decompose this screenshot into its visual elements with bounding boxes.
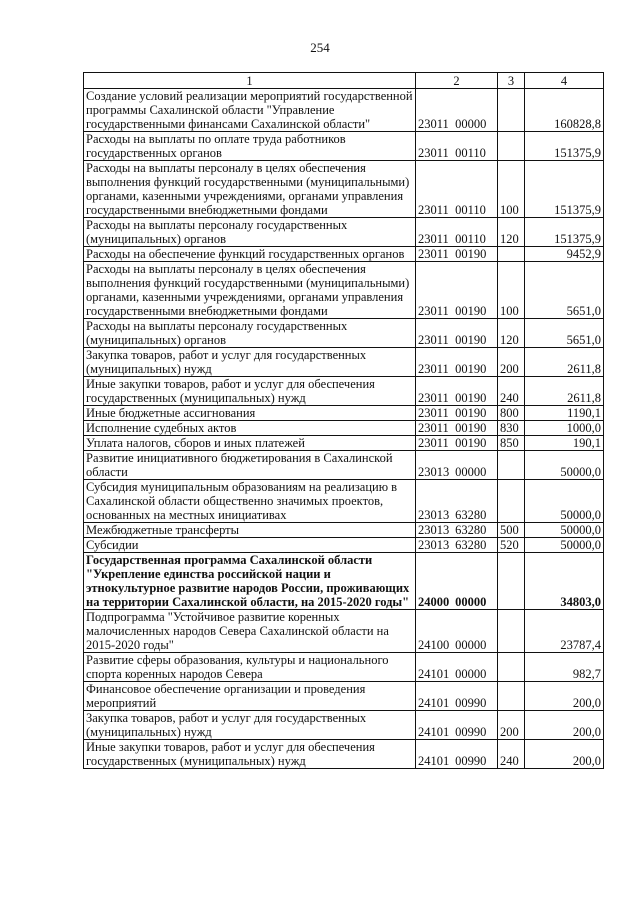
row-code-direction: 00110 [455,146,486,160]
header-col-1: 1 [84,73,416,89]
budget-table [83,72,604,769]
row-sum: 5651,0 [525,262,604,319]
header-row [84,73,604,89]
row-code-direction: 00000 [455,595,487,609]
row-sum: 200,0 [525,711,604,740]
row-code-direction: 00990 [455,696,487,710]
row-code-direction: 00190 [455,436,487,450]
table-row [84,319,604,348]
row-name: Иные закупки товаров, работ и услуг для обеспечения государственных (муниципальных) нужд [84,740,416,769]
row-code [416,377,498,406]
row-code [416,436,498,451]
row-name: Расходы на выплаты по оплате труда работников государственных органов [84,132,416,161]
row-code [416,653,498,682]
row-sum: 160828,8 [525,89,604,132]
row-code-program: 23011 [418,247,449,261]
row-code [416,538,498,553]
row-name: Развитие сферы образования, культуры и национального спорта коренных народов Севера [84,653,416,682]
table-row [84,682,604,711]
row-sum: 9452,9 [525,247,604,262]
row-sum: 50000,0 [525,523,604,538]
row-expense-type [498,553,525,610]
row-code [416,247,498,262]
row-name: Расходы на выплаты персоналу государственных (муниципальных) органов [84,218,416,247]
row-code-direction: 00190 [455,421,487,435]
row-code-program: 23011 [418,406,449,420]
table-row [84,218,604,247]
table-row [84,711,604,740]
table-row [84,132,604,161]
row-code [416,480,498,523]
row-name: Финансовое обеспечение организации и проведения мероприятий [84,682,416,711]
table-row [84,262,604,319]
row-name: Закупка товаров, работ и услуг для государственных (муниципальных) нужд [84,711,416,740]
row-sum: 2611,8 [525,348,604,377]
row-expense-type [498,653,525,682]
row-sum: 151375,9 [525,132,604,161]
row-code-direction: 00190 [455,362,487,376]
row-code [416,682,498,711]
row-code-program: 23013 [418,508,450,522]
row-code-direction: 00190 [455,333,487,347]
row-code-program: 24101 [418,696,450,710]
row-code-direction: 63280 [455,508,487,522]
row-sum: 200,0 [525,682,604,711]
table-row [84,740,604,769]
row-name: Расходы на выплаты персоналу государственных (муниципальных) органов [84,319,416,348]
row-name: Исполнение судебных актов [84,421,416,436]
row-expense-type: 520 [498,538,525,553]
row-expense-type [498,610,525,653]
row-code [416,451,498,480]
row-code-program: 23011 [418,362,449,376]
row-code-direction: 00190 [455,406,487,420]
table-row [84,610,604,653]
row-code-direction: 63280 [455,523,487,537]
row-code-direction: 00000 [455,638,487,652]
row-code-program: 23011 [418,391,449,405]
row-name: Субсидия муниципальным образованиям на реализацию в Сахалинской области общественно значимых проектов, основанных на местных инициативах [84,480,416,523]
row-code-program: 23013 [418,523,450,537]
header-col-4: 4 [525,73,604,89]
row-code-program: 24101 [418,754,450,768]
row-code [416,348,498,377]
row-code-program: 24100 [418,638,450,652]
row-expense-type: 850 [498,436,525,451]
row-code [416,132,498,161]
row-code-program: 23011 [418,333,449,347]
row-code-program: 24101 [418,725,450,739]
row-name: Уплата налогов, сборов и иных платежей [84,436,416,451]
row-expense-type: 200 [498,711,525,740]
row-code-direction: 00000 [455,667,487,681]
row-expense-type: 100 [498,161,525,218]
row-name: Подпрограмма "Устойчивое развитие коренных малочисленных народов Севера Сахалинской области на 2015-2020 годы" [84,610,416,653]
table-row [84,553,604,610]
row-code-program: 23011 [418,146,449,160]
table-body [84,89,604,769]
header-col-2: 2 [416,73,498,89]
row-expense-type [498,451,525,480]
row-name: Создание условий реализации мероприятий государственной программы Сахалинской области "Управление государственными финансами Сахалинской области" [84,89,416,132]
table-row [84,436,604,451]
row-expense-type [498,132,525,161]
row-code-program: 23013 [418,538,450,552]
row-code [416,89,498,132]
row-code-direction: 00990 [455,754,487,768]
row-sum: 34803,0 [525,553,604,610]
row-code-direction: 00190 [455,304,487,318]
row-code [416,319,498,348]
row-code [416,610,498,653]
table-row [84,421,604,436]
row-code-program: 23013 [418,465,450,479]
table-row [84,523,604,538]
row-code [416,711,498,740]
row-sum: 50000,0 [525,538,604,553]
row-code-program: 24101 [418,667,450,681]
row-code-program: 23011 [418,232,449,246]
row-name: Субсидии [84,538,416,553]
row-code-program: 23011 [418,436,449,450]
table-row [84,348,604,377]
row-expense-type [498,682,525,711]
row-expense-type [498,480,525,523]
row-expense-type: 800 [498,406,525,421]
row-name: Расходы на выплаты персоналу в целях обеспечения выполнения функций государственными (муниципальными) органами, казенными учреждениями, органами управления государственными внебюджетными фондами [84,161,416,218]
row-code-direction: 00110 [455,232,486,246]
row-expense-type: 500 [498,523,525,538]
row-sum: 23787,4 [525,610,604,653]
row-sum: 5651,0 [525,319,604,348]
row-sum: 1190,1 [525,406,604,421]
table-row [84,377,604,406]
row-sum: 151375,9 [525,161,604,218]
table-row [84,480,604,523]
table-row [84,406,604,421]
row-code [416,262,498,319]
row-sum: 2611,8 [525,377,604,406]
table-row [84,451,604,480]
row-code-program: 23011 [418,117,449,131]
row-code [416,421,498,436]
row-name: Межбюджетные трансферты [84,523,416,538]
table-row [84,538,604,553]
table-row [84,247,604,262]
row-expense-type: 120 [498,218,525,247]
row-code [416,406,498,421]
row-code-program: 23011 [418,304,449,318]
row-name: Иные бюджетные ассигнования [84,406,416,421]
row-name: Расходы на выплаты персоналу в целях обеспечения выполнения функций государственными (муниципальными) органами, казенными учреждениями, органами управления государственными внебюджетными фондами [84,262,416,319]
row-expense-type [498,89,525,132]
header-col-3: 3 [498,73,525,89]
table-row [84,653,604,682]
row-code [416,218,498,247]
page-number: 254 [310,40,330,55]
row-sum: 50000,0 [525,451,604,480]
row-sum: 1000,0 [525,421,604,436]
row-code [416,523,498,538]
row-sum: 151375,9 [525,218,604,247]
row-code-program: 23011 [418,421,449,435]
table-row [84,161,604,218]
row-code-direction: 00000 [455,117,487,131]
row-expense-type: 830 [498,421,525,436]
row-sum: 190,1 [525,436,604,451]
row-name: Развитие инициативного бюджетирования в Сахалинской области [84,451,416,480]
row-code [416,553,498,610]
row-code-direction: 00990 [455,725,487,739]
row-expense-type: 240 [498,740,525,769]
row-name: Закупка товаров, работ и услуг для государственных (муниципальных) нужд [84,348,416,377]
row-code-direction: 00190 [455,391,487,405]
row-name: Расходы на обеспечение функций государственных органов [84,247,416,262]
row-sum: 200,0 [525,740,604,769]
row-code-direction: 63280 [455,538,487,552]
row-sum: 50000,0 [525,480,604,523]
row-code-direction: 00000 [455,465,487,479]
row-code [416,161,498,218]
row-expense-type [498,247,525,262]
row-expense-type: 200 [498,348,525,377]
row-name: Государственная программа Сахалинской области "Укрепление единства российской нации и этнокультурное развитие народов России, проживающих на территории Сахалинской области, на 2015-2020 годы" [84,553,416,610]
table-row [84,89,604,132]
row-expense-type: 120 [498,319,525,348]
row-code [416,740,498,769]
row-code-direction: 00110 [455,203,486,217]
row-code-direction: 00190 [455,247,487,261]
row-sum: 982,7 [525,653,604,682]
row-name: Иные закупки товаров, работ и услуг для обеспечения государственных (муниципальных) нужд [84,377,416,406]
row-code-program: 23011 [418,203,449,217]
row-expense-type: 240 [498,377,525,406]
row-code-program: 24000 [418,595,450,609]
row-expense-type: 100 [498,262,525,319]
